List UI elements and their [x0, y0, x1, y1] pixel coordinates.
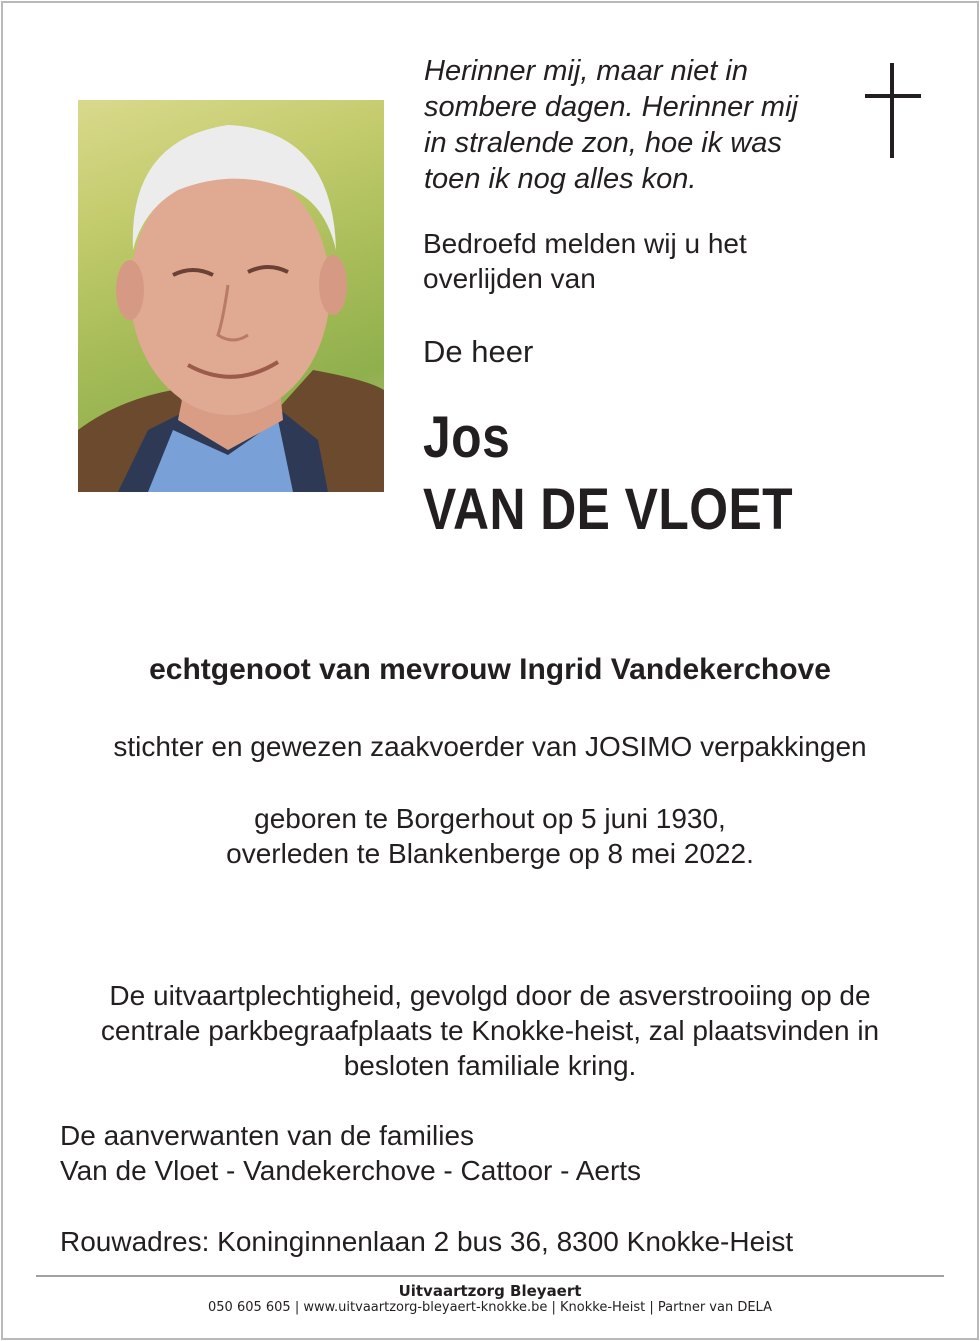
funeral-home-details: 050 605 605 | www.uitvaartzorg-bleyaert-knokke.be | Knokke-Heist | Partner van DELA — [208, 1300, 772, 1315]
announcement — [423, 226, 747, 296]
deceased-title: De heer — [423, 334, 534, 369]
death-line: overleden te Blankenberge op 8 mei 2022. — [226, 838, 754, 869]
funeral-line: centrale parkbegraafplaats te Knokke-heist, zal plaatsvinden in — [100, 1015, 880, 1046]
occupation-line: stichter en gewezen zaakvoerder van JOSIMO verpakkingen — [113, 731, 867, 762]
deceased-first-name: Jos — [423, 405, 511, 470]
life-dates — [0, 801, 980, 871]
families-block — [60, 1118, 641, 1188]
families-names: Van de Vloet - Vandekerchove - Cattoor - Aerts — [60, 1155, 642, 1186]
announcement-line: overlijden van — [423, 263, 596, 294]
funeral-info — [0, 978, 980, 1083]
mourning-address: Rouwadres: Koninginnenlaan 2 bus 36, 8300 Knokke-Heist — [60, 1226, 794, 1257]
families-intro: De aanverwanten van de families — [60, 1120, 475, 1151]
announcement-line: Bedroefd melden wij u het — [423, 228, 747, 259]
footer-divider — [36, 1275, 944, 1277]
spouse-line: echtgenoot van mevrouw Ingrid Vandekerchove — [149, 653, 831, 686]
birth-line: geboren te Borgerhout op 5 juni 1930, — [254, 803, 726, 834]
portrait-photo — [78, 100, 384, 492]
poem-line: in stralende zon, hoe ik was — [424, 127, 782, 159]
poem-line: toen ik nog alles kon. — [424, 163, 697, 195]
memorial-poem — [424, 53, 844, 197]
funeral-home-name: Uitvaartzorg Bleyaert — [398, 1282, 582, 1300]
latin-cross-icon — [865, 63, 921, 159]
funeral-line: De uitvaartplechtigheid, gevolgd door de asverstrooiing op de — [109, 980, 871, 1011]
deceased-last-name: VAN DE VLOET — [423, 477, 794, 542]
deceased-name — [423, 402, 793, 546]
poem-line: Herinner mij, maar niet in — [424, 55, 748, 87]
poem-line: sombere dagen. Herinner mij — [424, 91, 798, 123]
funeral-line: besloten familiale kring. — [343, 1050, 637, 1081]
